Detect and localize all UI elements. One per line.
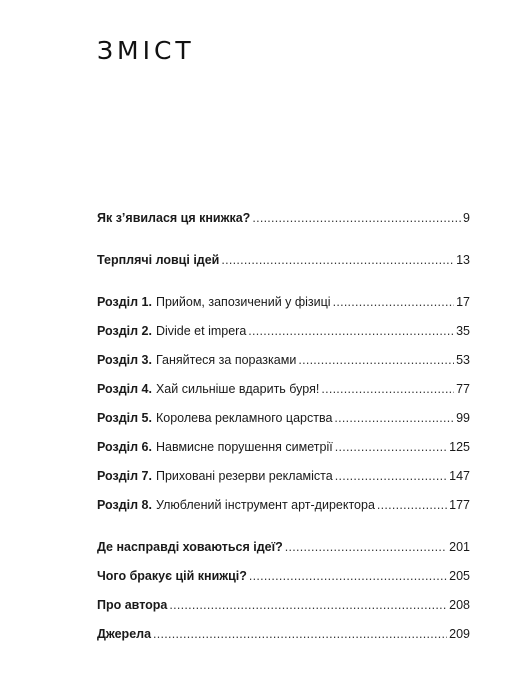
toc-leader-dots (252, 207, 461, 230)
toc-entry-page: 9 (463, 211, 470, 225)
toc-entry-title: Як з’явилася ця книжка? (97, 211, 251, 225)
toc-leader-dots (321, 378, 454, 401)
toc-entry-title: Королева рекламного царства (155, 411, 333, 425)
toc-entry-page: 99 (456, 411, 470, 425)
toc-chapter-entry[interactable] (97, 349, 470, 372)
toc-chapter-entry[interactable] (97, 465, 470, 488)
toc-leader-dots (377, 494, 447, 517)
toc-chapter-number: Розділ 3. (97, 353, 152, 367)
toc-chapter-number: Розділ 2. (97, 324, 152, 338)
toc-leader-dots (333, 291, 455, 314)
toc-chapter-entry[interactable] (97, 407, 470, 430)
toc-leader-dots (335, 465, 447, 488)
toc-entry[interactable] (97, 249, 470, 272)
toc-chapter-entry[interactable] (97, 378, 470, 401)
toc-chapter-number: Розділ 1. (97, 295, 152, 309)
toc-leader-dots (334, 407, 454, 430)
toc-entry[interactable] (97, 594, 470, 617)
toc-entry-page: 209 (449, 627, 470, 641)
toc-chapter-entry[interactable] (97, 291, 470, 314)
toc-entry-title: Чого бракує цій книжці? (97, 569, 247, 583)
toc-entry[interactable] (97, 207, 470, 230)
toc-leader-dots (285, 536, 447, 559)
toc-entry-title: Терплячі ловці ідей (97, 253, 220, 267)
toc-entry-page: 177 (449, 498, 470, 512)
toc-leader-dots (249, 565, 447, 588)
toc-entry-title: Про автора (97, 598, 168, 612)
toc-chapter-number: Розділ 5. (97, 411, 152, 425)
toc-entry-title: Divide et impera (155, 324, 247, 338)
toc-leader-dots (221, 249, 454, 272)
toc-entry-page: 53 (456, 353, 470, 367)
toc-chapter-entry[interactable] (97, 494, 470, 517)
toc-entry-page: 17 (456, 295, 470, 309)
toc-leader-dots (335, 436, 447, 459)
toc-entry-title: Приховані резерви рекламіста (155, 469, 333, 483)
toc-entry-title: Прийом, запозичений у фізиці (155, 295, 331, 309)
toc-entry-title: Джерела (97, 627, 152, 641)
toc-entry-title: Хай сильніше вдарить буря! (155, 382, 320, 396)
toc-chapter-number: Розділ 4. (97, 382, 152, 396)
toc-leader-dots (298, 349, 454, 372)
toc-leader-dots (153, 623, 447, 646)
toc-leader-dots (248, 320, 454, 343)
table-of-contents (97, 207, 470, 646)
toc-chapter-entry[interactable] (97, 436, 470, 459)
toc-entry-title: Навмисне порушення симетрії (155, 440, 333, 454)
toc-entry[interactable] (97, 536, 470, 559)
toc-chapter-number: Розділ 7. (97, 469, 152, 483)
toc-entry-page: 208 (449, 598, 470, 612)
toc-entry-page: 201 (449, 540, 470, 554)
toc-entry[interactable] (97, 623, 470, 646)
toc-entry-title: Улюблений інструмент арт-директора (155, 498, 375, 512)
toc-leader-dots (169, 594, 447, 617)
toc-entry-page: 147 (449, 469, 470, 483)
toc-entry-page: 125 (449, 440, 470, 454)
toc-entry-title: Де насправді ховаються ідеї? (97, 540, 283, 554)
toc-entry-page: 77 (456, 382, 470, 396)
toc-entry-page: 35 (456, 324, 470, 338)
toc-entry[interactable] (97, 565, 470, 588)
toc-entry-page: 13 (456, 253, 470, 267)
toc-chapter-number: Розділ 6. (97, 440, 152, 454)
toc-chapter-entry[interactable] (97, 320, 470, 343)
toc-chapter-number: Розділ 8. (97, 498, 152, 512)
page-title: ЗМІСТ (97, 36, 195, 65)
toc-entry-page: 205 (449, 569, 470, 583)
toc-entry-title: Ганяйтеся за поразками (155, 353, 297, 367)
